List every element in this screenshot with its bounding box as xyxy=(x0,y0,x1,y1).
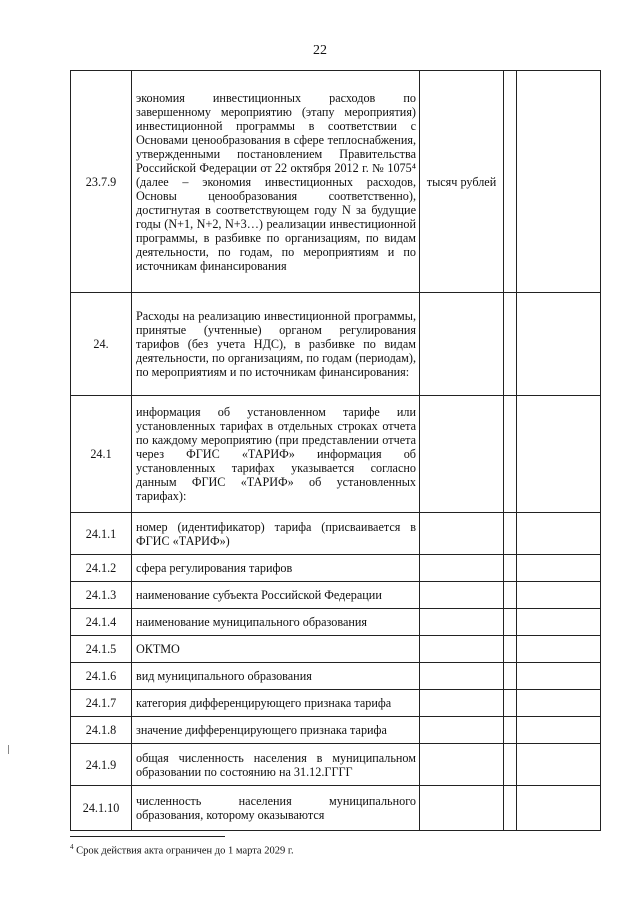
row-number: 24.1.6 xyxy=(71,663,132,690)
empty-cell xyxy=(504,396,517,513)
row-description: ОКТМО xyxy=(132,636,420,663)
empty-cell xyxy=(517,717,601,744)
row-unit xyxy=(420,636,504,663)
row-description: сфера регулирования тарифов xyxy=(132,555,420,582)
empty-cell xyxy=(504,555,517,582)
row-unit xyxy=(420,293,504,396)
row-description: информация об установленном тарифе или установленных тарифах в отдельных строках отчета по каждому мероприятию (при представлении отчета через ФГИС «ТАРИФ» информация об установленных тарифах указывается согласно данным ФГИС «ТАРИФ» об установленных тарифах): xyxy=(132,396,420,513)
empty-cell xyxy=(504,582,517,609)
empty-cell xyxy=(517,636,601,663)
row-unit xyxy=(420,582,504,609)
row-number: 24.1.9 xyxy=(71,744,132,786)
row-description-truncated xyxy=(132,786,420,831)
page-number: 22 xyxy=(313,43,327,58)
row-unit xyxy=(420,609,504,636)
row-unit xyxy=(420,663,504,690)
row-unit xyxy=(420,396,504,513)
row-unit: тысяч рублей xyxy=(420,71,504,293)
row-description: вид муниципального образования xyxy=(132,663,420,690)
row-description: значение дифференцирующего признака тарифа xyxy=(132,717,420,744)
empty-cell xyxy=(504,744,517,786)
row-unit xyxy=(420,690,504,717)
empty-cell xyxy=(517,582,601,609)
table-row xyxy=(71,636,601,663)
row-number: 24.1.8 xyxy=(71,717,132,744)
row-description: категория дифференцирующего признака тарифа xyxy=(132,690,420,717)
row-description: экономия инвестиционных расходов по завершенному мероприятию (этапу мероприятия) инвестиционной программы в соответствии с Основами ценообразования в сфере теплоснабжения, утвержденными постановлением Правительства Российской Федерации от 22 октября 2012 г. № 1075⁴ (далее – экономия инвестиционных расходов, Основы ценообразования соответственно), достигнутая в соответствующем году N за будущие годы (N+1, N+2, N+3…) реализации инвестиционной программы, в разбивке по организациям, по видам деятельности, по годам, по мероприятиям и по источникам финансирования xyxy=(132,71,420,293)
empty-cell xyxy=(517,513,601,555)
table-row xyxy=(71,717,601,744)
row-description: наименование муниципального образования xyxy=(132,609,420,636)
empty-cell xyxy=(504,717,517,744)
empty-cell xyxy=(517,396,601,513)
table-row xyxy=(71,293,601,396)
table-row xyxy=(71,71,601,293)
empty-cell xyxy=(517,663,601,690)
row-number: 23.7.9 xyxy=(71,71,132,293)
row-number: 24.1.5 xyxy=(71,636,132,663)
empty-cell xyxy=(504,71,517,293)
row-number: 24.1 xyxy=(71,396,132,513)
footnote xyxy=(70,843,294,857)
row-description: наименование субъекта Российской Федерации xyxy=(132,582,420,609)
row-number: 24.1.4 xyxy=(71,609,132,636)
row-unit xyxy=(420,513,504,555)
row-number: 24. xyxy=(71,293,132,396)
empty-cell xyxy=(517,786,601,831)
row-number: 24.1.7 xyxy=(71,690,132,717)
table-row xyxy=(71,582,601,609)
table-row xyxy=(71,555,601,582)
empty-cell xyxy=(504,636,517,663)
empty-cell xyxy=(504,663,517,690)
indicators-table xyxy=(70,70,601,831)
row-unit xyxy=(420,717,504,744)
row-description: численность населения муниципального образования, которому оказываются xyxy=(136,794,416,822)
table-row xyxy=(71,513,601,555)
table-row xyxy=(71,663,601,690)
row-unit xyxy=(420,786,504,831)
scan-artifact xyxy=(8,745,9,754)
table-row xyxy=(71,609,601,636)
empty-cell xyxy=(517,71,601,293)
footnote-divider xyxy=(70,836,225,837)
row-number: 24.1.1 xyxy=(71,513,132,555)
table-row xyxy=(71,744,601,786)
empty-cell xyxy=(517,744,601,786)
empty-cell xyxy=(517,690,601,717)
empty-cell xyxy=(504,786,517,831)
table-row xyxy=(71,396,601,513)
row-unit xyxy=(420,555,504,582)
empty-cell xyxy=(504,293,517,396)
row-description: общая численность населения в муниципальном образовании по состоянию на 31.12.ГГГГ xyxy=(132,744,420,786)
row-description: Расходы на реализацию инвестиционной программы, принятые (учтенные) органом регулирования тарифов (без учета НДС), в разбивке по видам деятельности, по организациям, по годам (периодам), по мероприятиям и по источникам финансирования: xyxy=(132,293,420,396)
table-row xyxy=(71,786,601,831)
empty-cell xyxy=(504,609,517,636)
empty-cell xyxy=(517,555,601,582)
empty-cell xyxy=(517,293,601,396)
footnote-mark: 4 xyxy=(70,843,74,851)
footnote-text: Срок действия акта ограничен до 1 марта 2029 г. xyxy=(76,845,294,857)
table-row xyxy=(71,690,601,717)
row-number: 24.1.2 xyxy=(71,555,132,582)
empty-cell xyxy=(504,690,517,717)
row-number: 24.1.3 xyxy=(71,582,132,609)
row-description: номер (идентификатор) тарифа (присваивается в ФГИС «ТАРИФ») xyxy=(132,513,420,555)
row-number: 24.1.10 xyxy=(71,786,132,831)
empty-cell xyxy=(504,513,517,555)
empty-cell xyxy=(517,609,601,636)
row-unit xyxy=(420,744,504,786)
